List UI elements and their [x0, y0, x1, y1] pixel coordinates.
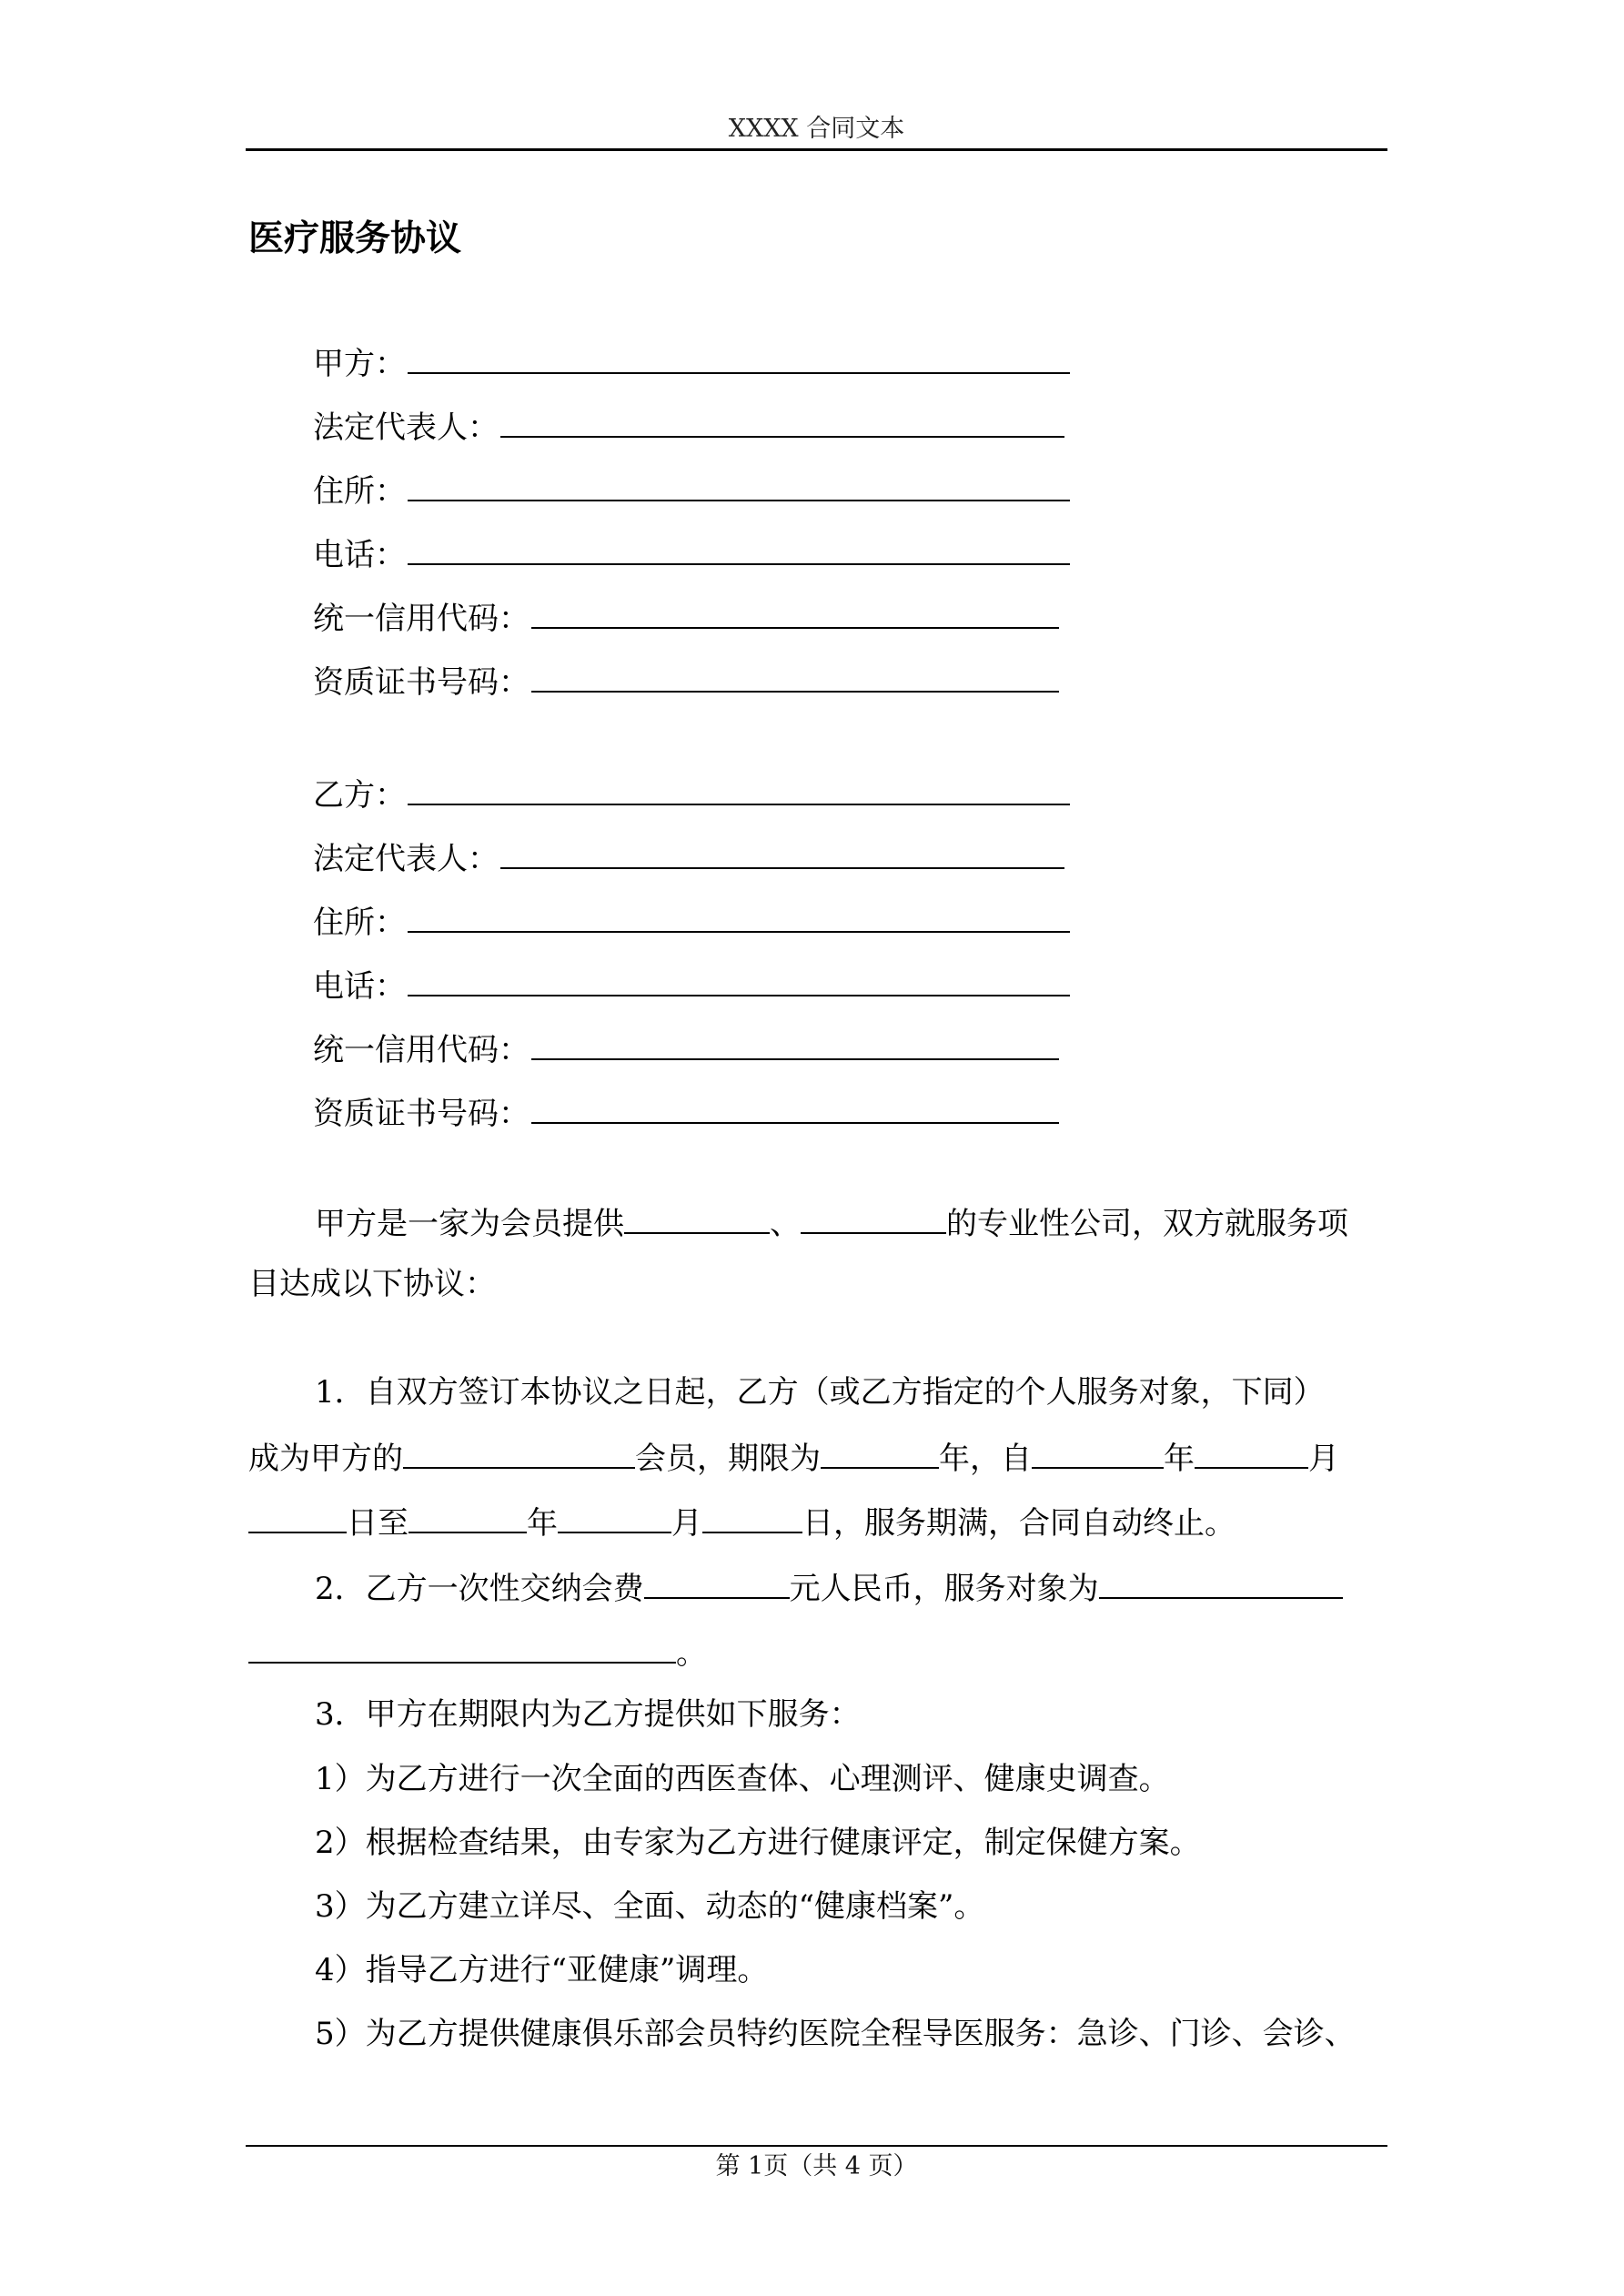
- blank-line: [801, 1199, 946, 1234]
- party-b-name-row: [313, 753, 1223, 816]
- document-title: 医疗服务协议: [248, 218, 462, 259]
- field-label: 住所：: [313, 473, 406, 510]
- text: 日，服务期满，合同自动终止。: [802, 1505, 1236, 1542]
- blank-line: [1032, 1434, 1164, 1469]
- party-a-representative-row: [313, 385, 1223, 449]
- party-a-certificate-row: [313, 640, 1223, 703]
- field-label: 电话：: [313, 537, 406, 573]
- party-b-credit-code-row: [313, 1007, 1223, 1071]
- party-b-representative-row: [313, 816, 1223, 880]
- clause-3-item-3: [248, 1886, 1390, 1927]
- blank-line: [1195, 1434, 1308, 1469]
- text: 元人民币，服务对象为: [789, 1571, 1099, 1607]
- field-label: 资质证书号码：: [313, 664, 530, 701]
- field-label: 统一信用代码：: [313, 601, 530, 637]
- text: 甲方是一家为会员提供: [315, 1206, 624, 1242]
- footer-rule: [246, 2145, 1387, 2147]
- clause-1-line-2: [248, 1434, 1390, 1480]
- clause-2-line-2: [248, 1629, 1390, 1674]
- text: 4）指导乙方进行“亚健康”调理。: [315, 1952, 769, 1988]
- clause-3-item-2: [248, 1822, 1390, 1864]
- text: 月: [671, 1505, 702, 1542]
- field-label: 甲方：: [313, 346, 406, 382]
- text: 。: [676, 1635, 707, 1672]
- clause-3-item-4: [248, 1949, 1390, 1991]
- party-a-name-row: [313, 321, 1223, 385]
- page-number: 第 1页（共 4 页）: [715, 2152, 918, 2180]
- clause-3-item-1: [248, 1758, 1390, 1800]
- blank-line: [408, 499, 1070, 501]
- clause-1-line-3: [248, 1499, 1390, 1544]
- text: 2．乙方一次性交纳会费: [315, 1571, 644, 1607]
- party-b-certificate-row: [313, 1071, 1223, 1135]
- blank-line: [500, 866, 1064, 869]
- field-label: 住所：: [313, 905, 406, 941]
- blank-line: [408, 371, 1070, 374]
- blank-line: [531, 690, 1059, 693]
- blank-line: [644, 1564, 790, 1599]
- text: 3）为乙方建立详尽、全面、动态的“健康档案”。: [315, 1888, 985, 1925]
- text: 3．甲方在期限内为乙方提供如下服务：: [315, 1696, 861, 1733]
- blank-line: [403, 1434, 635, 1469]
- field-label: 统一信用代码：: [313, 1032, 530, 1068]
- page-header-text: XXXX 合同文本: [728, 115, 905, 143]
- field-label: 资质证书号码：: [313, 1096, 530, 1132]
- header-rule: [246, 148, 1387, 151]
- text: 年，自: [939, 1441, 1032, 1477]
- party-b-address-row: [313, 880, 1223, 944]
- blank-line: [408, 562, 1070, 565]
- blank-line: [558, 1499, 671, 1533]
- intro-line-1: [248, 1199, 1390, 1245]
- blank-line: [1099, 1564, 1343, 1599]
- field-label: 法定代表人：: [313, 410, 499, 446]
- blank-line: [408, 803, 1070, 805]
- blank-line: [531, 626, 1059, 629]
- clause-3-title: [248, 1694, 1390, 1735]
- text: 2）根据检查结果，由专家为乙方进行健康评定，制定保健方案。: [315, 1825, 1201, 1861]
- party-a-block: [313, 321, 1223, 703]
- blank-line: [500, 435, 1064, 438]
- blank-line: [821, 1434, 939, 1469]
- field-label: 乙方：: [313, 777, 406, 814]
- text: 的专业性公司，双方就服务项: [946, 1206, 1348, 1242]
- text: 会员，期限为: [635, 1441, 821, 1477]
- party-a-phone-row: [313, 512, 1223, 576]
- text: 月: [1308, 1441, 1339, 1477]
- party-a-credit-code-row: [313, 576, 1223, 640]
- clause-1-line-1: [248, 1371, 1390, 1413]
- blank-line: [702, 1499, 802, 1533]
- text: 日至: [347, 1505, 409, 1542]
- field-label: 电话：: [313, 968, 406, 1005]
- blank-line: [531, 1121, 1059, 1124]
- clause-2-line-1: [248, 1564, 1390, 1610]
- blank-line: [248, 1629, 676, 1664]
- party-a-address-row: [313, 449, 1223, 512]
- text: 1．自双方签订本协议之日起，乙方（或乙方指定的个人服务对象，下同）: [315, 1374, 1325, 1411]
- text: 年: [527, 1505, 558, 1542]
- party-b-phone-row: [313, 944, 1223, 1007]
- text: 年: [1164, 1441, 1195, 1477]
- field-label: 法定代表人：: [313, 841, 499, 877]
- blank-line: [624, 1199, 770, 1234]
- blank-line: [409, 1499, 527, 1533]
- blank-line: [408, 930, 1070, 933]
- party-b-block: [313, 753, 1223, 1135]
- blank-line: [248, 1499, 347, 1533]
- text: 成为甲方的: [248, 1441, 403, 1477]
- clause-3-item-5: [248, 2013, 1390, 2055]
- text: 目达成以下协议：: [248, 1266, 496, 1302]
- text: 5）为乙方提供健康俱乐部会员特约医院全程导医服务：急诊、门诊、会诊、: [315, 2016, 1356, 2052]
- text: 1）为乙方进行一次全面的西医查体、心理测评、健康史调查。: [315, 1761, 1170, 1797]
- blank-line: [408, 994, 1070, 996]
- text: 、: [770, 1206, 801, 1242]
- blank-line: [531, 1057, 1059, 1060]
- intro-line-2: [248, 1263, 1390, 1305]
